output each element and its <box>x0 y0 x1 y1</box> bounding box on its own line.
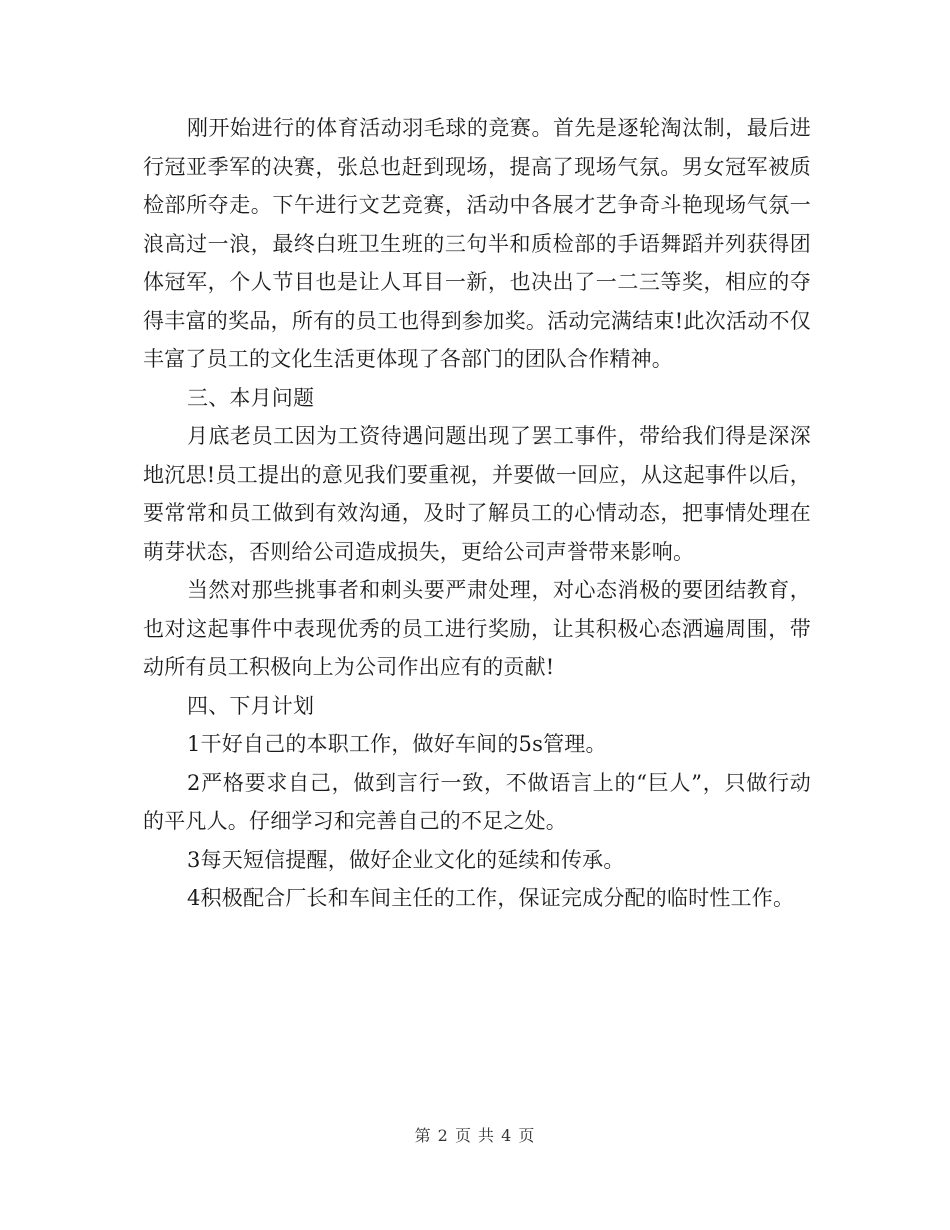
plan-item-2: 2严格要求自己，做到言行一致，不做语言上的“巨人”，只做行动的平凡人。仔细学习和完善自己的不足之处。 <box>143 770 811 833</box>
section-heading-next-month-plan: 四、下月计划 <box>187 693 315 718</box>
page-number-footer: 第 2 页 共 4 页 <box>414 1126 536 1145</box>
paragraph-handling-measures: 当然对那些挑事者和刺头要严肃处理，对心态消极的要团结教育，也对这起事件中表现优秀的员工进行奖励，让其积极心态洒遍周围，带动所有员工积极向上为公司作出应有的贡献! <box>143 578 811 679</box>
plan-item-3: 3每天短信提醒，做好企业文化的延续和传承。 <box>187 847 625 872</box>
plan-item-1: 1干好自己的本职工作，做好车间的5s管理。 <box>187 732 607 756</box>
section-heading-this-month-issues: 三、本月问题 <box>187 385 315 410</box>
paragraph-sports-activity: 刚开始进行的体育活动羽毛球的竞赛。首先是逐轮淘汰制，最后进行冠亚季军的决赛，张总也赶到现场，提高了现场气氛。男女冠军被质检部所夺走。下午进行文艺竞赛，活动中各展才艺争奇斗艳现场气氛一浪高过一浪，最终白班卫生班的三句半和质检部的手语舞蹈并列获得团体冠军，个人节目也是让人耳目一新，也决出了一二三等奖，相应的夺得丰富的奖品，所有的员工也得到参加奖。活动完满结束!此次活动不仅丰富了员工的文化生活更体现了各部门的团队合作精神。 <box>143 116 811 371</box>
document-body <box>143 109 811 918</box>
paragraph-strike-incident: 月底老员工因为工资待遇问题出现了罢工事件，带给我们得是深深地沉思!员工提出的意见我们要重视，并要做一回应，从这起事件以后，要常常和员工做到有效沟通，及时了解员工的心情动态，把事情处理在萌芽状态，否则给公司造成损失，更给公司声誉带来影响。 <box>143 424 811 564</box>
plan-item-4: 4积极配合厂长和车间主任的工作，保证完成分配的临时性工作。 <box>187 886 795 910</box>
